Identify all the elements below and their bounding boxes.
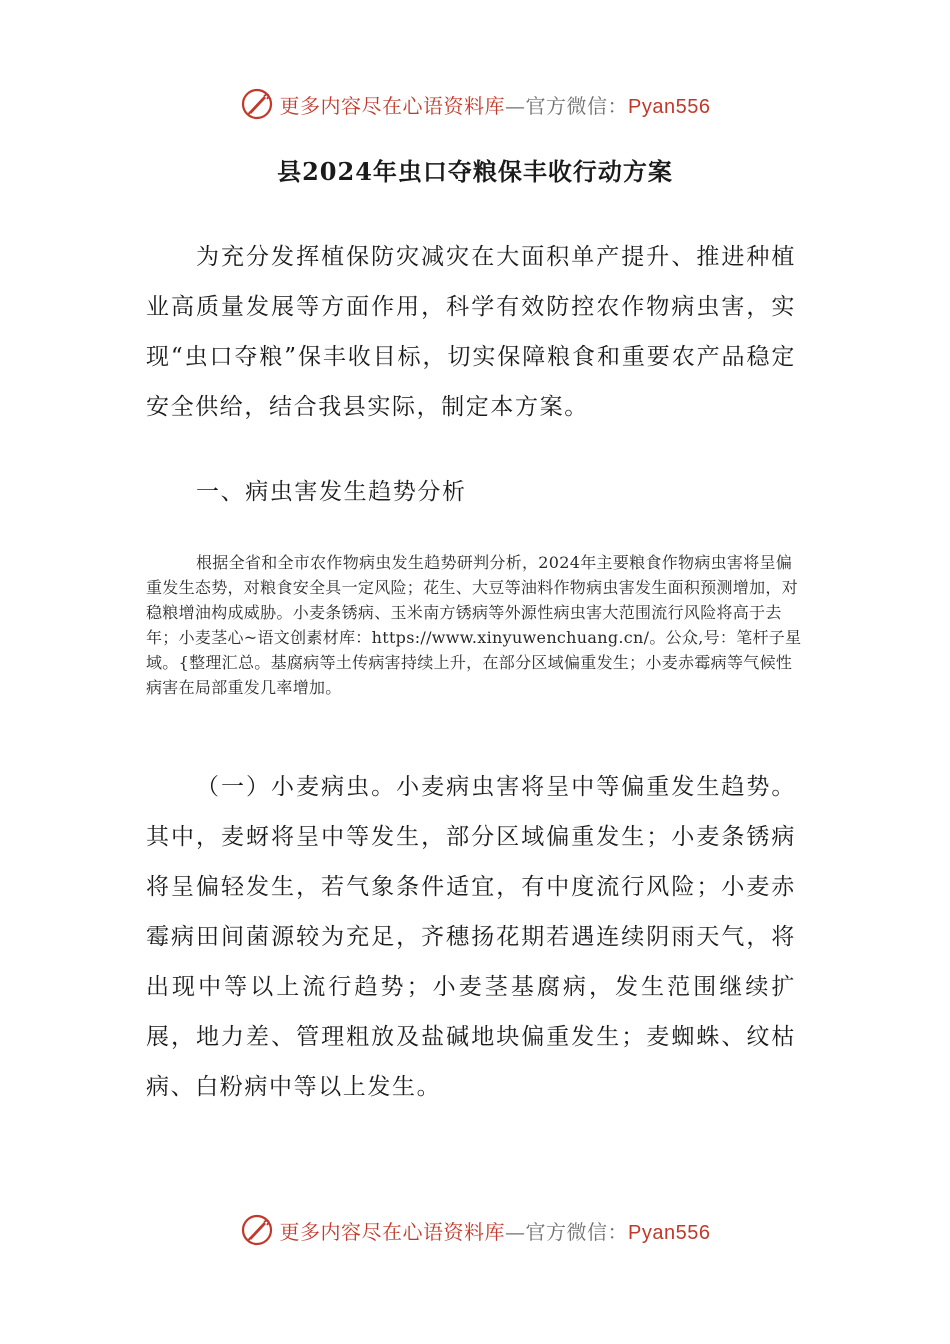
section-heading-1: 一、病虫害发生趋势分析 <box>196 479 467 505</box>
banner-wechat-id: Pyan556 <box>628 95 711 118</box>
banner-text <box>280 1216 711 1245</box>
subsection-wheat-paragraph: （一）小麦病虫。小麦病虫害将呈中等偏重发生趋势。其中，麦蚜将呈中等发生，部分区域偏重发生；小麦条锈病将呈偏轻发生，若气象条件适宜，有中度流行风险；小麦赤霉病田间菌源较为充足，齐穗扬花期若遇连续阴雨天气，将出现中等以上流行趋势；小麦茎基腐病，发生范围继续扩展，地力差、管理粗放及盐碱地块偏重发生；麦蜘蛛、纹枯病、白粉病中等以上发生。 <box>146 774 796 1100</box>
footer-banner <box>0 1210 950 1250</box>
quill-pen-circle-icon <box>240 87 274 121</box>
section-1-paragraph: 根据全省和全市农作物病虫发生趋势研判分析，2024年主要粮食作物病虫害将呈偏重发生态势，对粮食安全具一定风险；花生、大豆等油料作物病虫害发生面积预测增加，对稳粮增油构成威胁。小麦条锈病、玉米南方锈病等外源性病虫害大范围流行风险将高于去年；小麦茎心~语文创素材库：https://www.xinyuwenchuang.cn/。公众,号：笔杆子星域。{整理汇总。基腐病等土传病害持续上升，在部分区域偏重发生；小麦赤霉病等气候性病害在局部重发几率增加。 <box>146 553 802 697</box>
banner-wechat-id: Pyan556 <box>628 1221 711 1244</box>
document-title: 县2024年虫口夺粮保丰收行动方案 <box>277 157 673 186</box>
banner-dash: — <box>505 93 526 118</box>
banner-text <box>280 90 711 119</box>
banner-main-text: 更多内容尽在心语资料库 <box>279 93 506 118</box>
intro-paragraph: 为充分发挥植保防灾减灾在大面积单产提升、推进种植业高质量发展等方面作用，科学有效防控农作物病虫害，实现“虫口夺粮”保丰收目标，切实保障粮食和重要农产品稳定安全供给，结合我县实际，制定本方案。 <box>146 244 796 420</box>
header-banner <box>0 84 950 124</box>
banner-main-text: 更多内容尽在心语资料库 <box>279 1219 506 1244</box>
banner-label: 官方微信： <box>525 1219 629 1244</box>
banner-label: 官方微信： <box>525 93 629 118</box>
banner-dash: — <box>505 1219 526 1244</box>
quill-pen-circle-icon <box>240 1213 274 1247</box>
